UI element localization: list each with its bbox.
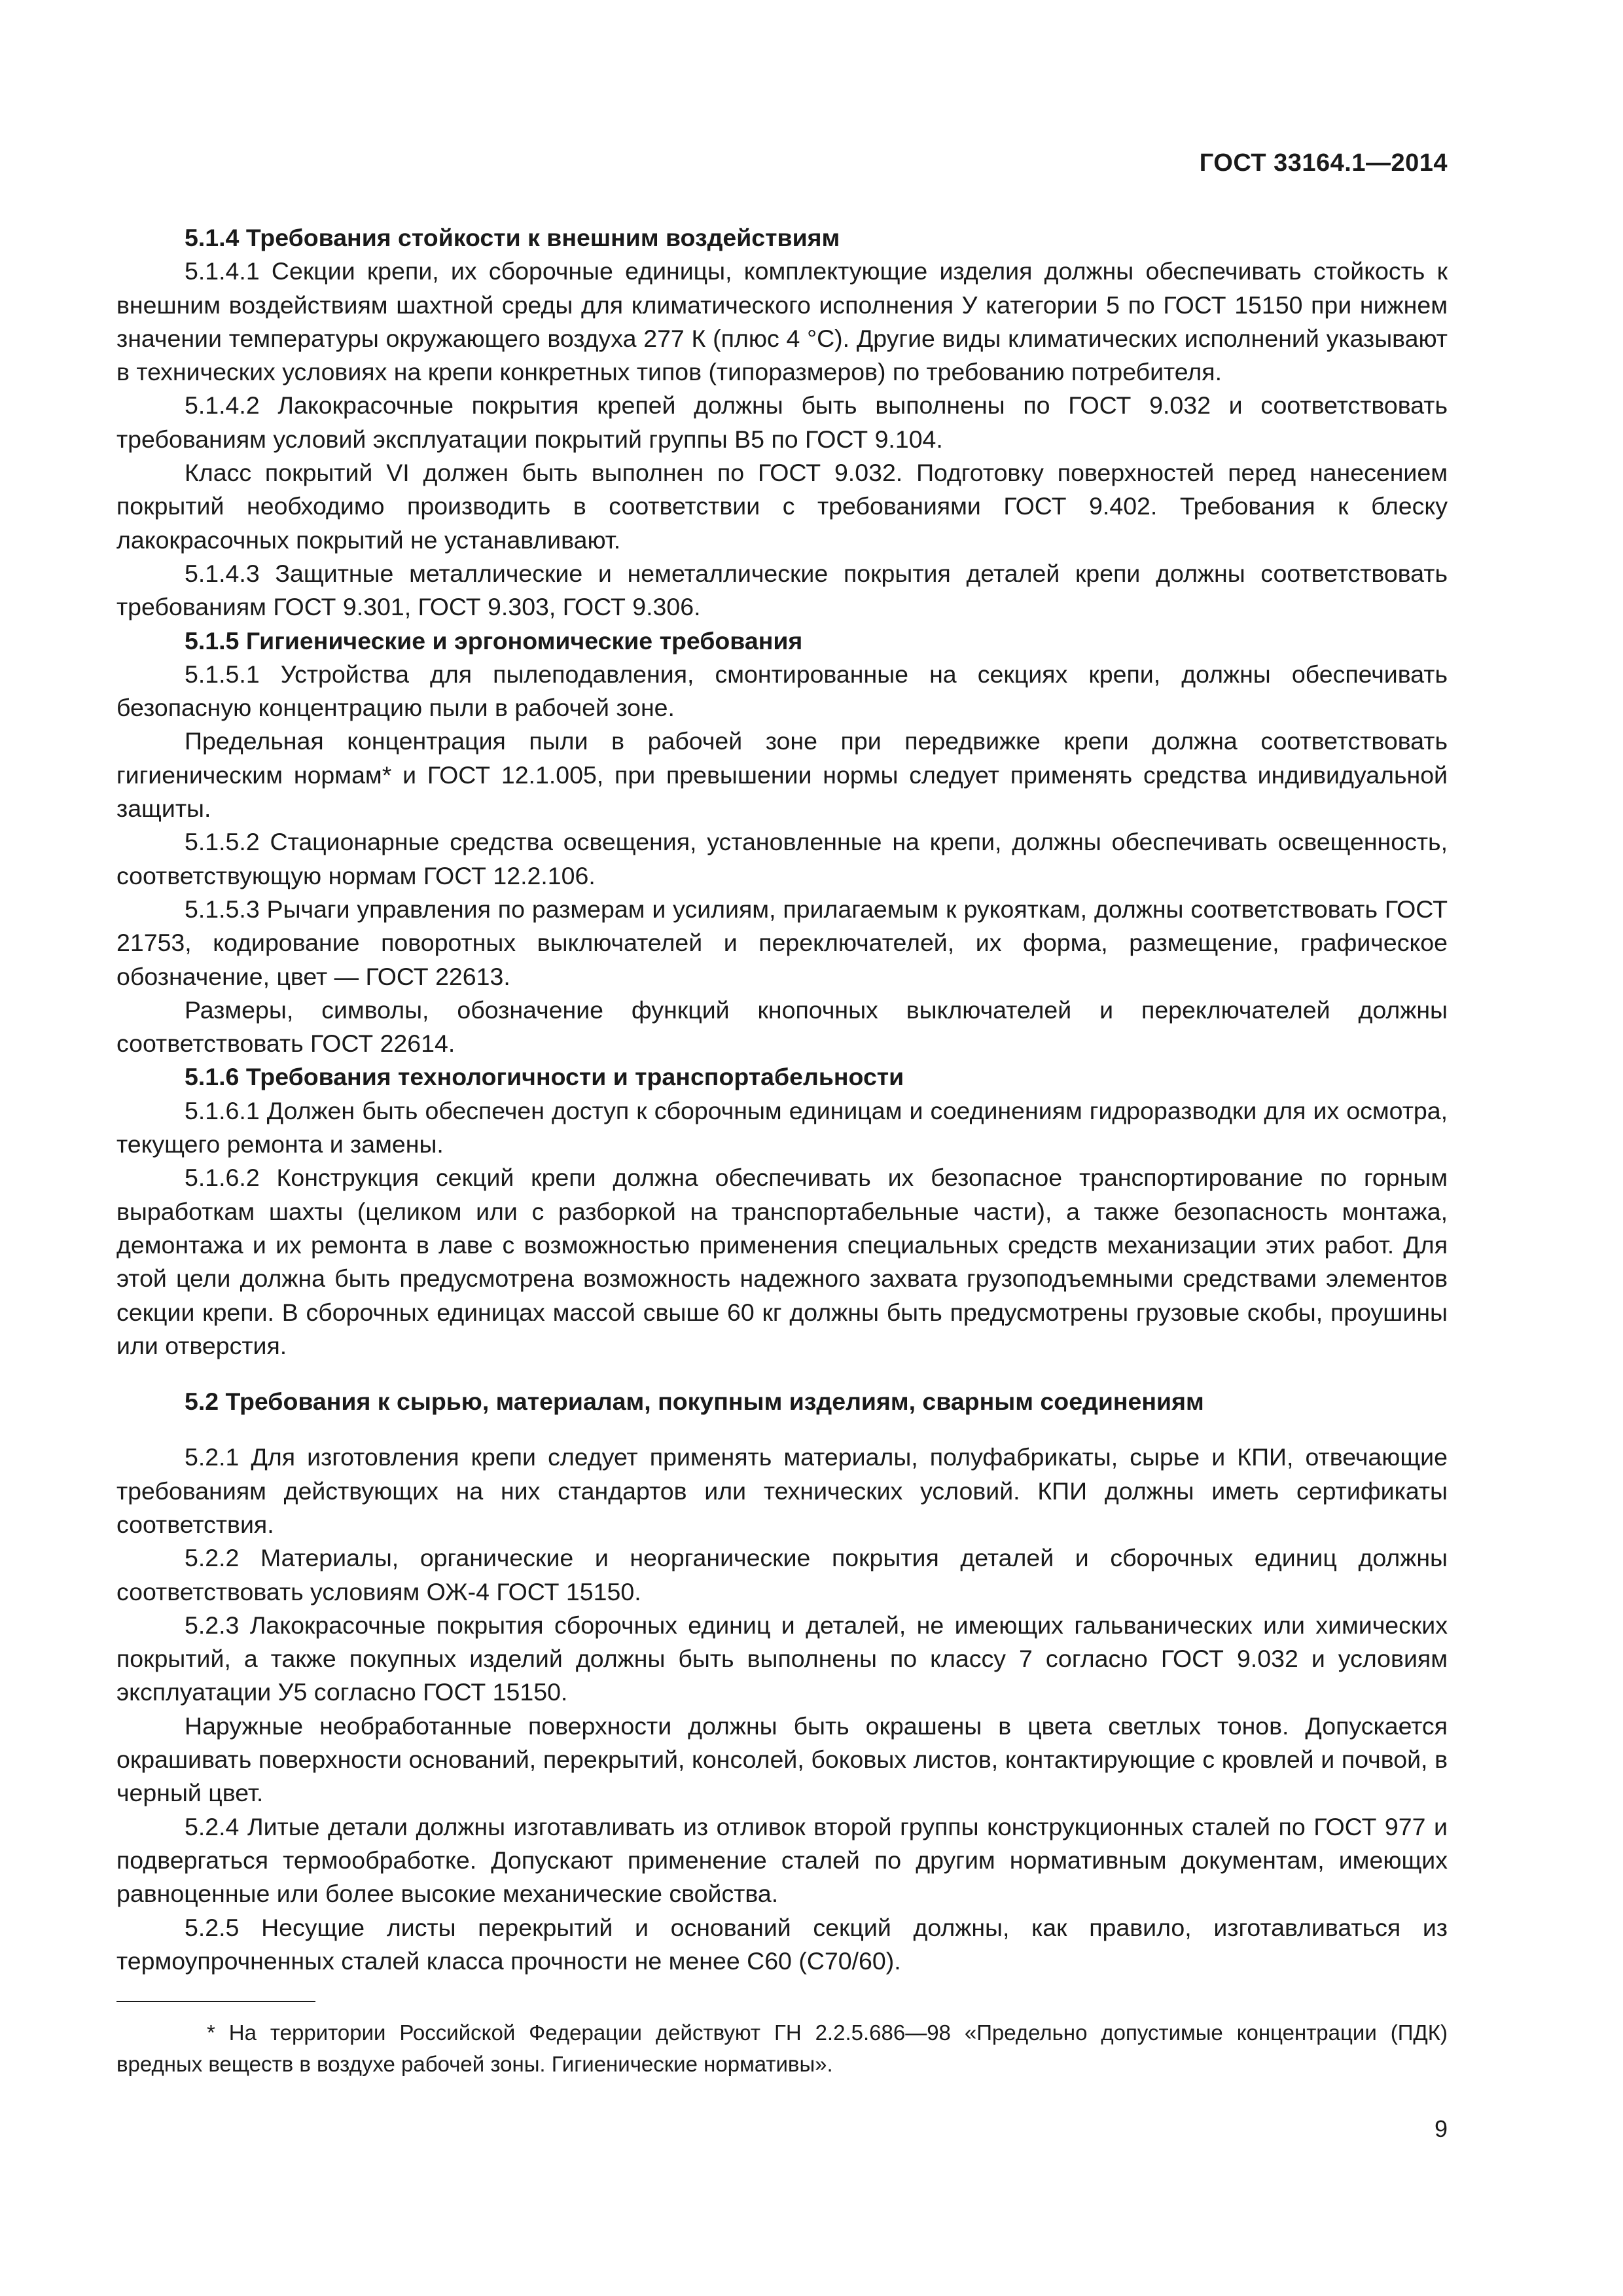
paragraph-5-1-5-1: 5.1.5.1 Устройства для пылеподавления, смонтированные на секциях крепи, должны обеспечивать безопасную концентрацию пыли в рабочей зоне. [116, 660, 1448, 722]
paragraph-5-1-4-3: 5.1.4.3 Защитные металлические и неметаллические покрытия деталей крепи должны соответствовать требованиям ГОСТ 9.301, ГОСТ 9.303, ГОСТ 9.306. [116, 559, 1448, 621]
paragraph-5-2-5: 5.2.5 Несущие листы перекрытий и оснований секций должны, как правило, изготавливаться из термоупрочненных сталей класса прочности не менее С60 (С70/60). [116, 1913, 1448, 1975]
page-number: 9 [1434, 2115, 1448, 2142]
paragraph-5-1-4-1: 5.1.4.1 Секции крепи, их сборочные единицы, комплектующие изделия должны обеспечивать стойкость к внешним воздействиям шахтной среды для климатического исполнения У категории 5 по ГОСТ 15150 при нижнем значении температуры окружающего воздуха 277 К (плюс 4 °С). Другие виды климатических исполнений указывают в технических условиях на крепи конкретных типов (типоразмеров) по требованию потребителя. [116, 257, 1448, 386]
heading-5-1-6: 5.1.6 Требования технологичности и транспортабельности [185, 1063, 904, 1091]
paragraph-5-2-2: 5.2.2 Материалы, органические и неорганические покрытия деталей и сборочных единиц должны соответствовать условиям ОЖ-4 ГОСТ 15150. [116, 1544, 1448, 1605]
paragraph-5-1-5-2: 5.1.5.2 Стационарные средства освещения, установленные на крепи, должны обеспечивать освещенность, соответствующую нормам ГОСТ 12.2.106. [116, 828, 1448, 889]
paragraph-5-1-6-2: 5.1.6.2 Конструкция секций крепи должна обеспечивать их безопасное транспортирование по горным выработкам шахты (целиком или с разборкой на транспортабельные части), а также безопасность монтажа, демонтажа и их ремонта в лаве с возможностью применения специальных средств механизации этих работ. Для этой цели должна быть предусмотрена возможность надежного захвата грузоподъемными средствами элементов секции крепи. В сборочных единицах массой свыше 60 кг должны быть предусмотрены грузовые скобы, проушины или отверстия. [116, 1164, 1448, 1359]
footnote: * На территории Российской Федерации действуют ГН 2.2.5.686—98 «Предельно допустимые концентрации (ПДК) вредных веществ в воздухе рабочей зоны. Гигиенические нормативы». [116, 2020, 1448, 2076]
paragraph-coating-class: Класс покрытий VI должен быть выполнен по ГОСТ 9.032. Подготовку поверхностей перед нанесением покрытий необходимо производить в соответствии с требованиями ГОСТ 9.402. Требования к блеску лакокрасочных покрытий не устанавливают. [116, 459, 1448, 554]
paragraph-surface-painting: Наружные необработанные поверхности должны быть окрашены в цвета светлых тонов. Допускается окрашивать поверхности оснований, перекрытий, консолей, боковых листов, контактирующие с кровлей и почвой, в черный цвет. [116, 1712, 1448, 1807]
document-body [116, 221, 1448, 1978]
paragraph-5-2-4: 5.2.4 Литые детали должны изготавливать из отливок второй группы конструкционных сталей по ГОСТ 977 и подвергаться термообработке. Допускают применение сталей по другим нормативным документам, имеющих равноценные или более высокие механические свойства. [116, 1812, 1448, 1908]
heading-5-1-5: 5.1.5 Гигиенические и эргономические требования [185, 626, 803, 655]
paragraph-5-1-6-1: 5.1.6.1 Должен быть обеспечен доступ к сборочным единицам и соединениям гидроразводки для их осмотра, текущего ремонта и замены. [116, 1096, 1448, 1158]
paragraph-button-switches: Размеры, символы, обозначение функций кнопочных выключателей и переключателей должны соответствовать ГОСТ 22614. [116, 996, 1448, 1058]
footnote-separator [116, 2001, 315, 2002]
paragraph-dust-limit: Предельная концентрация пыли в рабочей зоне при передвижке крепи должна соответствовать гигиеническим нормам* и ГОСТ 12.1.005, при превышении нормы следует применять средства индивидуальной защиты. [116, 727, 1448, 823]
paragraph-5-2-1: 5.2.1 Для изготовления крепи следует применять материалы, полуфабрикаты, сырье и КПИ, отвечающие требованиям действующих на них стандартов или технических условий. КПИ должны иметь сертификаты соответствия. [116, 1443, 1448, 1538]
heading-5-2: 5.2 Требования к сырью, материалам, покупным изделиям, сварным соединениям [185, 1388, 1204, 1416]
paragraph-5-1-4-2: 5.1.4.2 Лакокрасочные покрытия крепей должны быть выполнены по ГОСТ 9.032 и соответствовать требованиям условий эксплуатации покрытий группы В5 по ГОСТ 9.104. [116, 391, 1448, 453]
paragraph-5-2-3: 5.2.3 Лакокрасочные покрытия сборочных единиц и деталей, не имеющих гальванических или химических покрытий, а также покупных изделий должны быть выполнены по классу 7 согласно ГОСТ 9.032 и условиям эксплуатации У5 согласно ГОСТ 15150. [116, 1611, 1448, 1706]
heading-5-1-4: 5.1.4 Требования стойкости к внешним воздействиям [185, 224, 840, 251]
document-header: ГОСТ 33164.1—2014 [1199, 149, 1448, 177]
paragraph-5-1-5-3: 5.1.5.3 Рычаги управления по размерам и усилиям, прилагаемым к рукояткам, должны соответствовать ГОСТ 21753, кодирование поворотных выключателей и переключателей, их форма, размещение, графическое обозначение, цвет — ГОСТ 22613. [116, 895, 1448, 990]
